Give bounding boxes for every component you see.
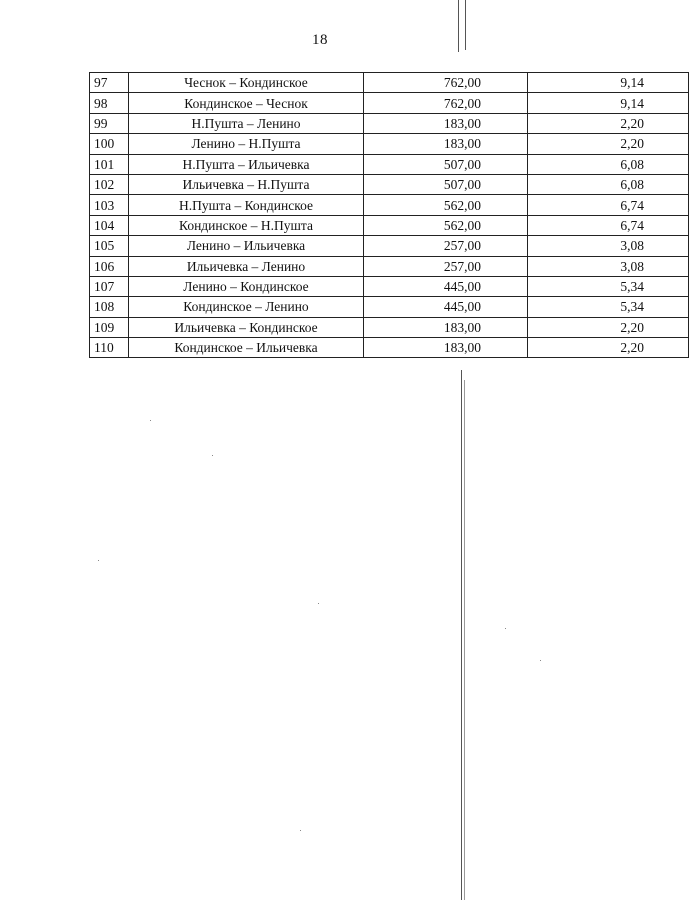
row-number: 105 xyxy=(90,236,129,256)
route-time: 2,20 xyxy=(528,134,689,154)
route-distance: 183,00 xyxy=(364,134,528,154)
route-time: 6,74 xyxy=(528,195,689,215)
route-time: 6,08 xyxy=(528,174,689,194)
route-time: 9,14 xyxy=(528,93,689,113)
route-name: Ильичевка – Ленино xyxy=(129,256,364,276)
table-row xyxy=(90,297,689,317)
route-distance: 445,00 xyxy=(364,297,528,317)
table-row xyxy=(90,256,689,276)
table-row xyxy=(90,215,689,235)
route-name: Ленино – Ильичевка xyxy=(129,236,364,256)
row-number: 97 xyxy=(90,73,129,93)
route-name: Кондинское – Ильичевка xyxy=(129,338,364,358)
route-distance: 562,00 xyxy=(364,215,528,235)
row-number: 98 xyxy=(90,93,129,113)
routes-table-body xyxy=(90,73,689,358)
route-distance: 507,00 xyxy=(364,174,528,194)
row-number: 107 xyxy=(90,276,129,296)
route-distance: 257,00 xyxy=(364,236,528,256)
scan-binding-line-top-2 xyxy=(465,0,466,50)
route-name: Н.Пушта – Ильичевка xyxy=(129,154,364,174)
scan-speck xyxy=(318,603,319,604)
scan-speck xyxy=(150,420,151,421)
scan-speck xyxy=(505,628,506,629)
row-number: 103 xyxy=(90,195,129,215)
table-row xyxy=(90,154,689,174)
row-number: 100 xyxy=(90,134,129,154)
table-row xyxy=(90,195,689,215)
page-number: 18 xyxy=(312,32,328,48)
row-number: 101 xyxy=(90,154,129,174)
scan-speck xyxy=(540,660,541,661)
route-name: Кондинское – Ленино xyxy=(129,297,364,317)
table-row xyxy=(90,113,689,133)
route-distance: 183,00 xyxy=(364,113,528,133)
table-row xyxy=(90,73,689,93)
route-time: 6,74 xyxy=(528,215,689,235)
row-number: 110 xyxy=(90,338,129,358)
table-row xyxy=(90,134,689,154)
route-name: Ленино – Н.Пушта xyxy=(129,134,364,154)
row-number: 106 xyxy=(90,256,129,276)
route-name: Ильичевка – Н.Пушта xyxy=(129,174,364,194)
route-name: Н.Пушта – Ленино xyxy=(129,113,364,133)
routes-table xyxy=(89,72,689,358)
route-distance: 257,00 xyxy=(364,256,528,276)
route-time: 3,08 xyxy=(528,256,689,276)
route-name: Кондинское – Н.Пушта xyxy=(129,215,364,235)
scan-binding-line-lower xyxy=(461,370,462,900)
route-time: 6,08 xyxy=(528,154,689,174)
table-row xyxy=(90,236,689,256)
route-time: 2,20 xyxy=(528,338,689,358)
route-distance: 762,00 xyxy=(364,93,528,113)
route-name: Н.Пушта – Кондинское xyxy=(129,195,364,215)
route-name: Ленино – Кондинское xyxy=(129,276,364,296)
row-number: 99 xyxy=(90,113,129,133)
route-distance: 445,00 xyxy=(364,276,528,296)
table-row xyxy=(90,174,689,194)
route-distance: 183,00 xyxy=(364,338,528,358)
route-distance: 762,00 xyxy=(364,73,528,93)
row-number: 108 xyxy=(90,297,129,317)
route-time: 5,34 xyxy=(528,297,689,317)
route-distance: 507,00 xyxy=(364,154,528,174)
row-number: 102 xyxy=(90,174,129,194)
route-time: 2,20 xyxy=(528,113,689,133)
route-time: 2,20 xyxy=(528,317,689,337)
table-row xyxy=(90,317,689,337)
route-distance: 562,00 xyxy=(364,195,528,215)
table-row xyxy=(90,93,689,113)
route-name: Ильичевка – Кондинское xyxy=(129,317,364,337)
row-number: 104 xyxy=(90,215,129,235)
route-distance: 183,00 xyxy=(364,317,528,337)
scan-speck xyxy=(300,830,301,831)
scan-speck xyxy=(98,560,99,561)
route-time: 5,34 xyxy=(528,276,689,296)
route-time: 3,08 xyxy=(528,236,689,256)
table-row xyxy=(90,276,689,296)
route-time: 9,14 xyxy=(528,73,689,93)
table-row xyxy=(90,338,689,358)
scan-binding-line-lower-2 xyxy=(464,380,465,900)
route-name: Чеснок – Кондинское xyxy=(129,73,364,93)
route-name: Кондинское – Чеснок xyxy=(129,93,364,113)
scan-speck xyxy=(212,455,213,456)
scan-binding-line-top xyxy=(458,0,459,52)
row-number: 109 xyxy=(90,317,129,337)
